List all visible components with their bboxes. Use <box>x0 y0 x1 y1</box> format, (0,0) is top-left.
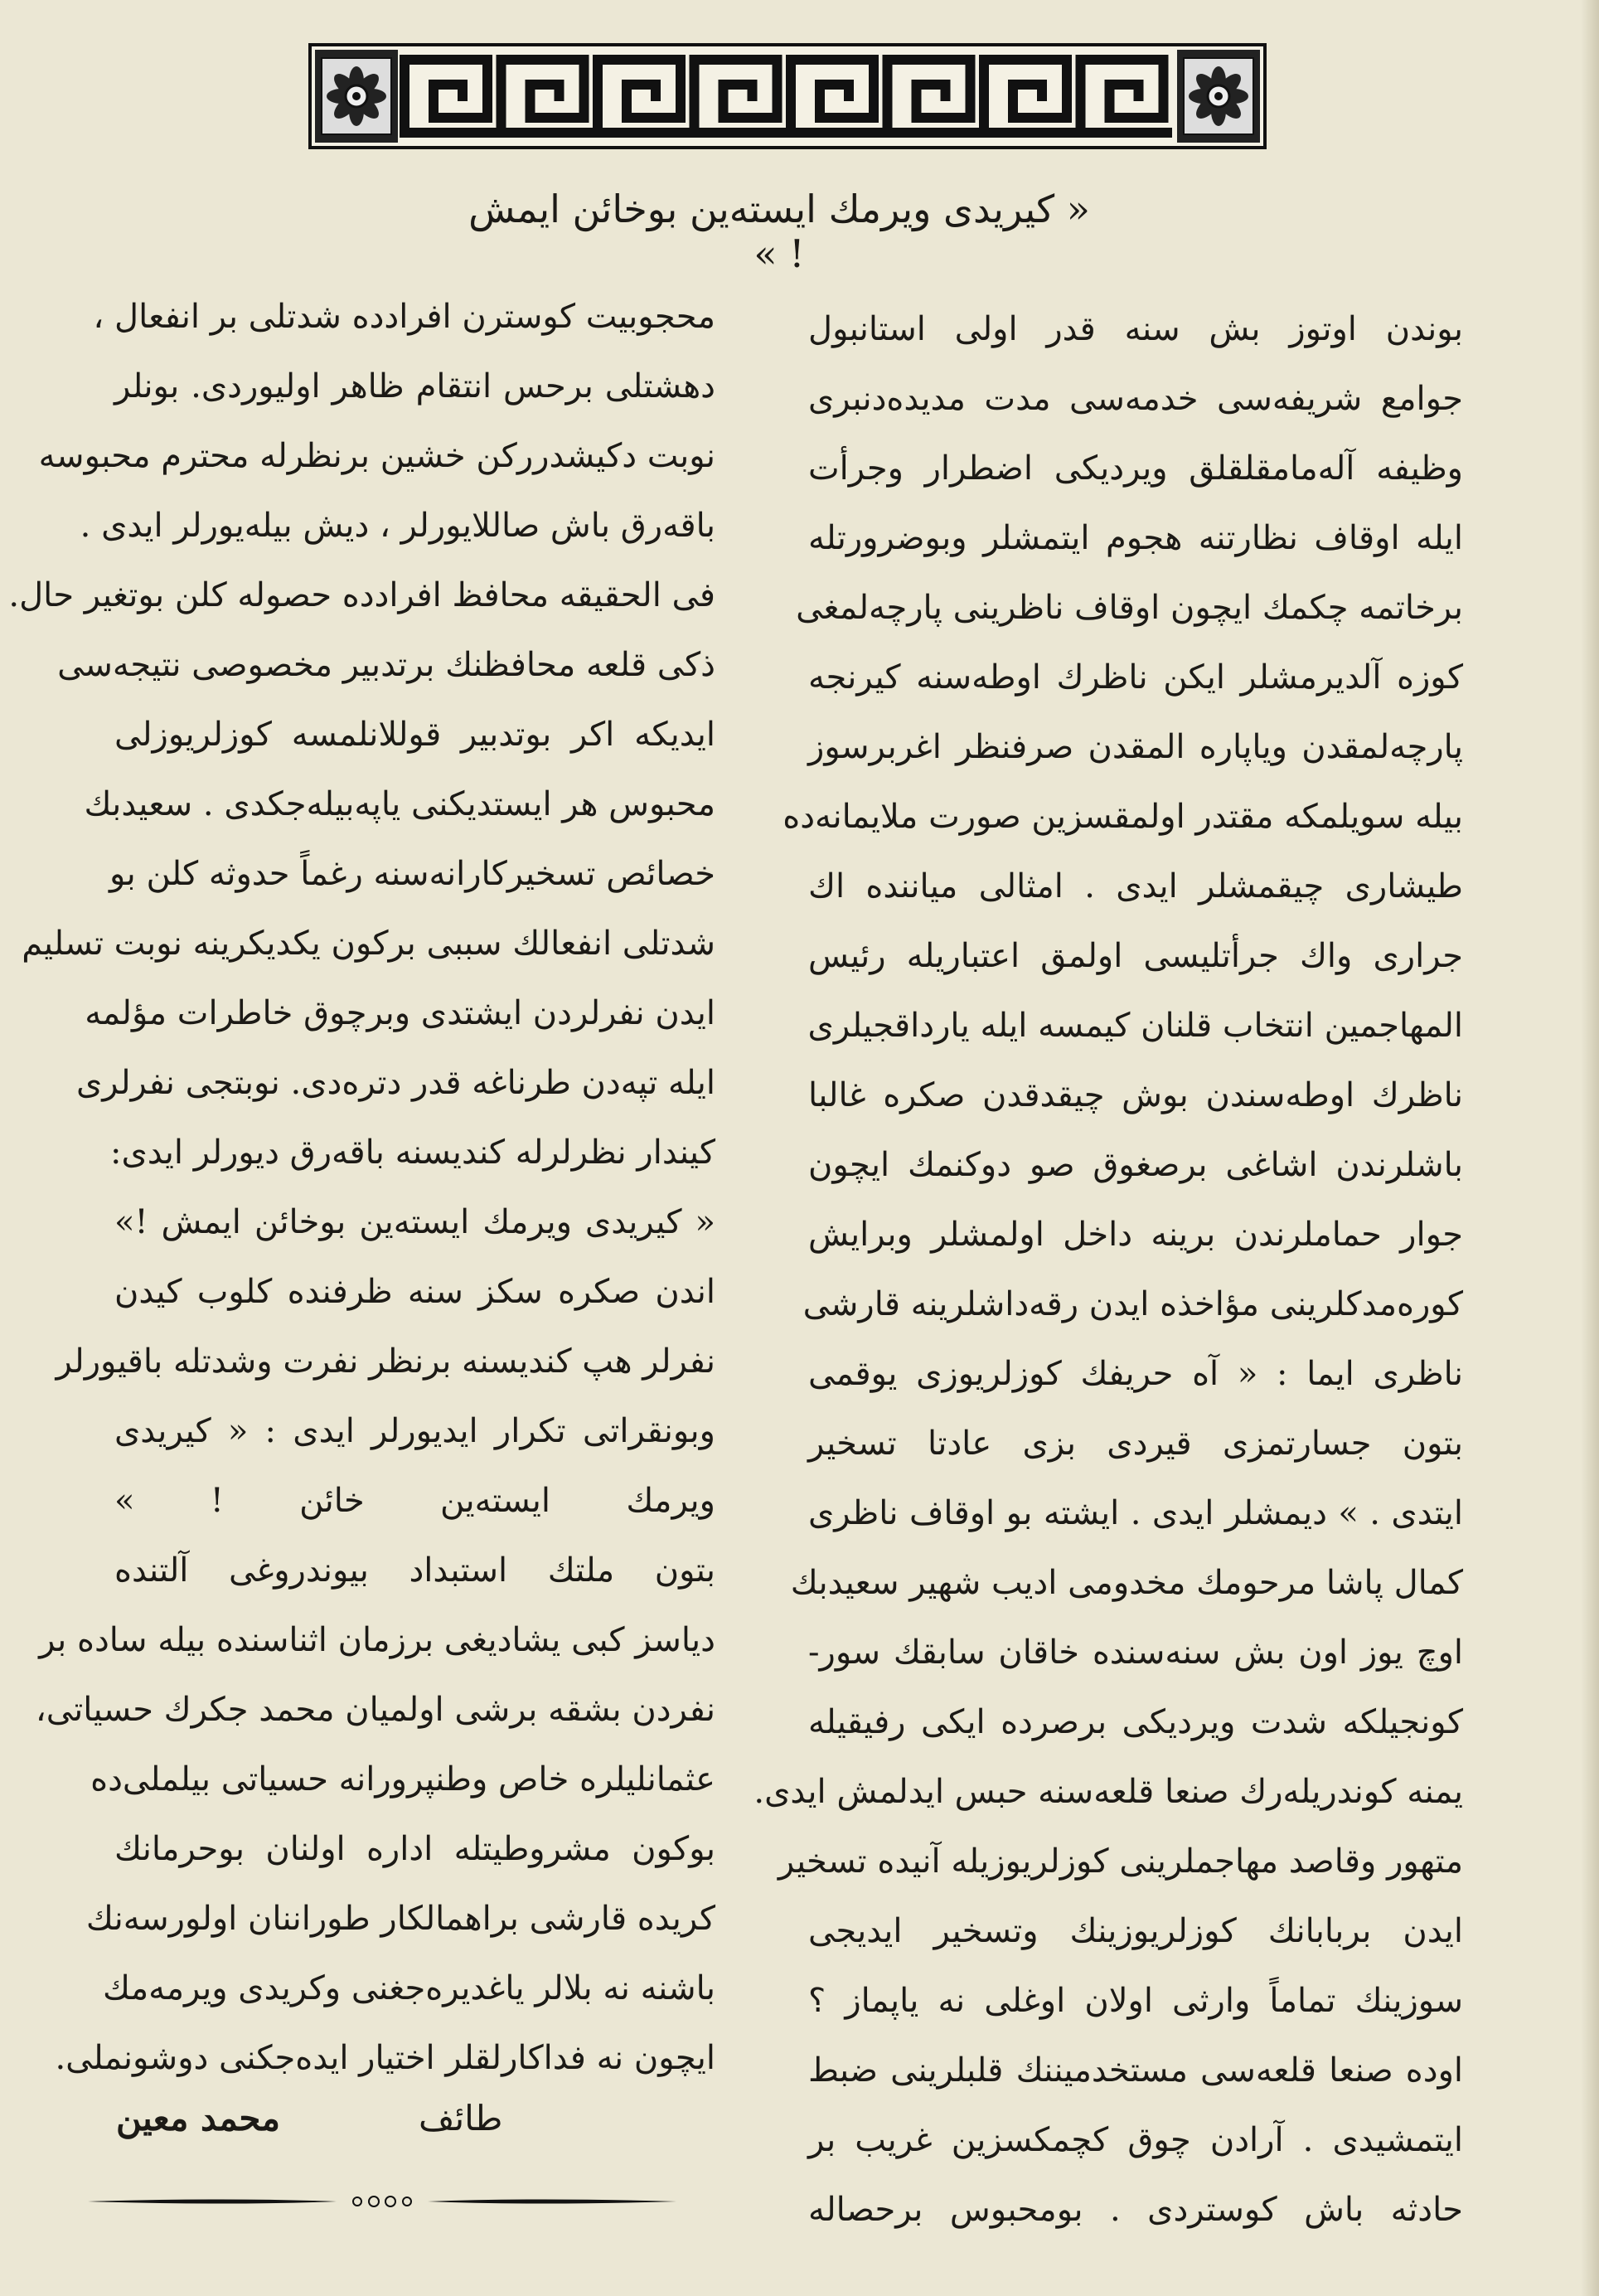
text-line: نفرلر هپ کندیسنه برنظر نفرت وشدتله باقیورلر <box>56 1342 715 1381</box>
text-line: اندن صکره سکز سنه ظرفنده کلوب کیدن <box>114 1273 715 1311</box>
text-line: ایدن نفرلردن ایشتدی وبرچوق خاطرات مؤلمه <box>85 994 715 1032</box>
signature-author: محمد معین <box>116 2098 280 2138</box>
text-line: کونجیلکه شدت ویردیکی برصرده ایکی رفیقیله <box>808 1703 1463 1741</box>
signature-place: طائف <box>419 2098 503 2138</box>
text-line: فی الحقیقه محافظ افرادده حصوله کلن بوتغیر حال. <box>8 576 715 614</box>
text-line: ایدن بربابانك کوزلریوزینك وتسخیر ایدیجی <box>808 1912 1463 1950</box>
text-line: جوامع شریفه‌سی خدمه‌سی مدت مدیده‌دنبری <box>808 380 1463 418</box>
text-line: برخاتمه چکمك ایچون اوقاف ناظرینی پارچه‌لمغی <box>796 589 1463 627</box>
text-line: دیاسز کبی یشادیغی برزمان اثناسنده بیله ساده بر <box>39 1621 715 1659</box>
rosette-icon <box>1177 50 1260 143</box>
text-line: ایتدی . » دیمشلر ایدی . ایشته بو اوقاف ناظری <box>808 1494 1463 1532</box>
text-line: کمال پاشا مرحومك مخدومی ادیب شهیر سعیدبك <box>790 1564 1463 1602</box>
text-line: محبوس هر ایستدیکنی یاپه‌بیله‌جکدی . سعیدبك <box>84 785 715 823</box>
text-line: جوار حماملرندن برینه داخل اولمشلر وبرایش <box>808 1216 1463 1254</box>
text-line: بوندن اوتوز بش سنه قدر اولی استانبول <box>808 310 1463 348</box>
text-line: « کیریدی ویرمك ایسته‌ین بوخائن ایمش !» <box>114 1203 715 1241</box>
text-line: ذکی قلعه محافظنك برتدبیر مخصوصی نتیجه‌سی <box>57 646 715 684</box>
text-line: ایدیکه اکر بوتدبیر قوللانلمسه کوزلریوزلی <box>114 716 715 754</box>
text-line: بوکون مشروطیتله اداره اولنان بوحرمانك <box>114 1830 715 1868</box>
rosette-icon <box>315 50 398 143</box>
text-line: ایله تپه‌دن طرناغه قدر دتره‌دی. نوبتجی نفرلری <box>75 1064 715 1102</box>
text-line: عثمانلیلره خاص وطنپرورانه حسیاتی بیلملی‌ده <box>90 1760 715 1798</box>
text-line: پارچه‌لمقدن ویاپاره المقدن صرفنظر اغربرسوز <box>808 728 1463 766</box>
text-line: ایله اوقاف نظارتنه هجوم ایتمشلر وبوضرورتله <box>808 519 1463 557</box>
text-line: کوزه آلدیرمشلر ایکن ناظرك اوطه‌سنه کیرنجه <box>808 658 1463 697</box>
text-line: بتون ملتك استبداد بیوندروغی آلتنده <box>114 1551 715 1590</box>
text-line: اوچ یوز اون بش سنه‌سنده خاقان سابقك سور- <box>808 1633 1463 1672</box>
text-line: باقه‌رق باش صاللایورلر ، دیش بیله‌یورلر ایدی . <box>80 507 715 545</box>
article-title: « کیریدی ویرمك ایسته‌ین بوخائن ایمش ! » <box>468 187 1090 276</box>
text-line: متهور وقاصد مهاجملرینی کوزلریوزیله آنیده تسخیر <box>778 1842 1463 1881</box>
text-line: خصائص تسخیرکارانه‌سنه رغماً حدوثه کلن بو <box>109 855 715 893</box>
text-line: بیله سویلمکه مقتدر اولمقسزین صورت ملایمانه‌ده <box>783 798 1463 836</box>
text-line: کوره‌مدکلرینی مؤاخذه ایدن رقه‌داشلرینه قارشی <box>802 1285 1463 1323</box>
text-line: کیندار نظرلرله کندیسنه باقه‌رق دیورلر ایدی: <box>110 1133 715 1172</box>
text-line: المهاجمین انتخاب قلنان کیمسه ایله یارداقجیلری <box>807 1007 1463 1045</box>
text-line: باشنه نه بلالر یاغدیره‌جغنی وکریدی ویرمه‌مك <box>103 1969 715 2007</box>
text-line: شدتلی انفعالك سببی برکون یکدیکرینه نوبت تسلیم <box>22 925 715 963</box>
text-line: طیشاری چیقمشلر ایدی . امثالی میاننده اك <box>808 867 1463 905</box>
text-line: ایتمشیدی . آرادن چوق کچمکسزین غریب بر <box>808 2121 1463 2159</box>
left-column <box>8 282 715 2093</box>
text-line: حادثه باش کوستردی . بومحبوس برحصاله <box>808 2191 1463 2229</box>
end-rule-ornament <box>88 2196 676 2207</box>
text-line: ایچون نه فداکارلقلر اختیار ایده‌جکنی دوشونملی. <box>55 2039 715 2077</box>
text-line: نفردن بشقه برشی اولمیان محمد جکرك حسیاتی، <box>35 1691 715 1729</box>
text-line: وبونقراتی تکرار ایدیورلر ایدی : « کیریدی <box>114 1412 715 1450</box>
text-line: وظیفه آله‌مامقلقلق ویردیکی اضطرار وجرأت <box>808 449 1463 488</box>
text-line: یمنه کوندریله‌رك صنعا قلعه‌سنه حبس ایدلمش ایدی. <box>753 1773 1463 1811</box>
greek-key-ornament <box>308 43 1267 149</box>
text-line: محجوبیت کوسترن افرادده شدتلی بر انفعال ، <box>93 298 715 336</box>
text-line: باشلرندن اشاغی برصغوق صو دوکنمك ایچون <box>808 1146 1463 1184</box>
right-column <box>753 294 1463 2245</box>
text-line: ناظرك اوطه‌سندن بوش چیقدقدن صکره غالبا <box>808 1076 1463 1114</box>
text-line: اوده صنعا قلعه‌سی مستخدمیننك قلبلرینی ضبط <box>808 2051 1463 2090</box>
text-line: نوبت دکیشدررکن خشین برنظرله محترم محبوسه <box>38 437 715 475</box>
text-line: دهشتلی برحس انتقام ظاهر اولیوردی. بونلر <box>114 367 715 405</box>
text-line: ویرمك ایسته‌ین خائن ! » <box>114 1482 715 1520</box>
text-line: جراری واك جرأتلیسی اولمق اعتباریله رئیس <box>808 937 1463 975</box>
text-line: سوزینك تماماً وارثی اولان اوغلی نه یاپماز ؟ <box>808 1982 1463 2020</box>
page-edge <box>1581 0 1599 2296</box>
text-line: بتون جسارتمزی قیردی بزی عادتا تسخیر <box>808 1425 1463 1463</box>
text-line: کریده قارشی براهمالکار طوراننان اولورسه‌نك <box>85 1900 715 1938</box>
text-line: ناظری ایما : « آه حریفك کوزلریوزی یوقمی <box>808 1355 1463 1393</box>
